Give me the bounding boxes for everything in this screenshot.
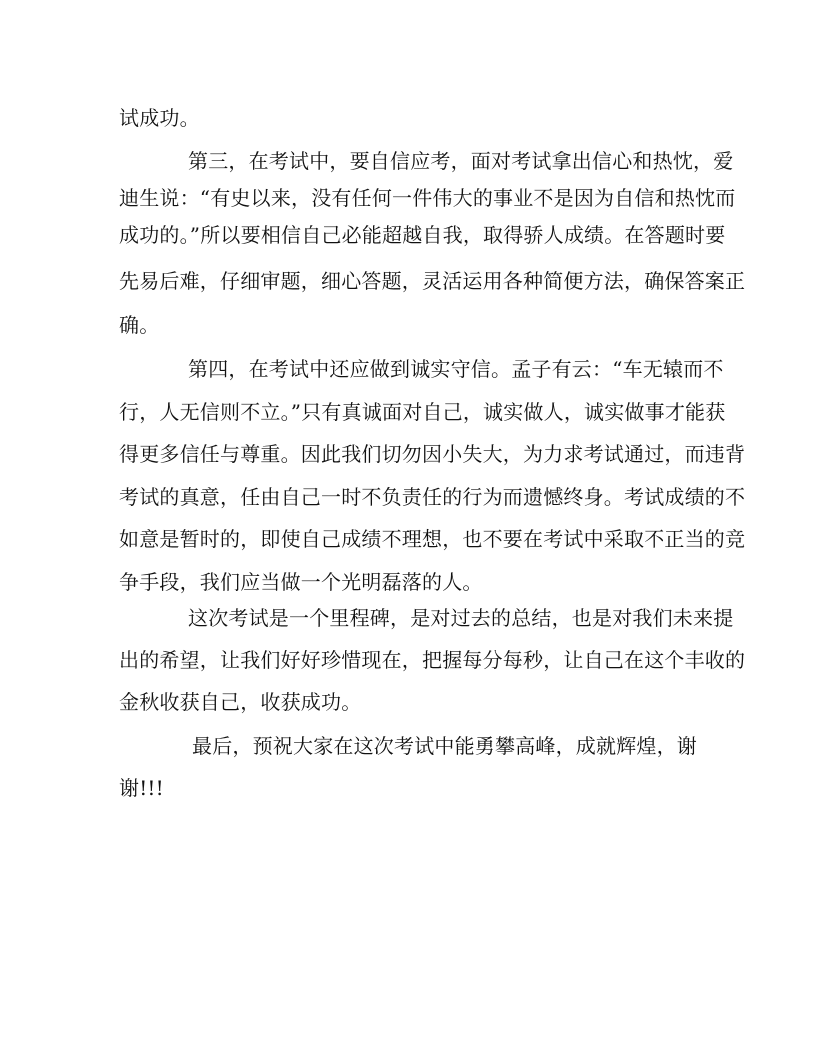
paragraph-line: 第四，在考试中还应做到诚实守信。孟子有云：“车无辕而不 [188,357,724,381]
paragraph-line: 金秋收获自己，收获成功。 [119,690,362,714]
paragraph-line: 这次考试是一个里程碑，是对过去的总结，也是对我们未来提 [188,606,734,630]
paragraph-line: 先易后难，仔细审题，细心答题，灵活运用各种简便方法，确保答案正 [119,269,746,293]
paragraph-line: 考试的真意，任由自己一时不负责任的行为而遗憾终身。考试成绩的不 [119,485,746,509]
paragraph-line: 出的希望，让我们好好珍惜现在，把握每分每秒，让自己在这个丰收的 [119,648,746,672]
paragraph-line: 试成功。 [119,106,200,130]
paragraph-line: 如意是暂时的，即使自己成绩不理想，也不要在考试中采取不正当的竞 [119,527,746,551]
paragraph-line: 争手段，我们应当做一个光明磊落的人。 [119,570,483,594]
paragraph-line: 得更多信任与尊重。因此我们切勿因小失大，为力求考试通过，而违背 [119,442,746,466]
paragraph-line: 最后，预祝大家在这次考试中能勇攀高峰，成就辉煌，谢 [192,734,697,758]
paragraph-line: 确。 [119,313,160,337]
paragraph-line: 谢!!! [119,776,164,800]
paragraph-line: 成功的。”所以要相信自己必能超越自我，取得骄人成绩。在答题时要 [119,223,726,247]
paragraph-line: 行，人无信则不立。”只有真诚面对自己，诚实做人，诚实做事才能获 [119,400,726,424]
paragraph-line: 第三，在考试中，要自信应考，面对考试拿出信心和热忱，爱 [188,149,734,173]
paragraph-line: 迪生说：“有史以来，没有任何一件伟大的事业不是因为自信和热忱而 [119,186,736,210]
